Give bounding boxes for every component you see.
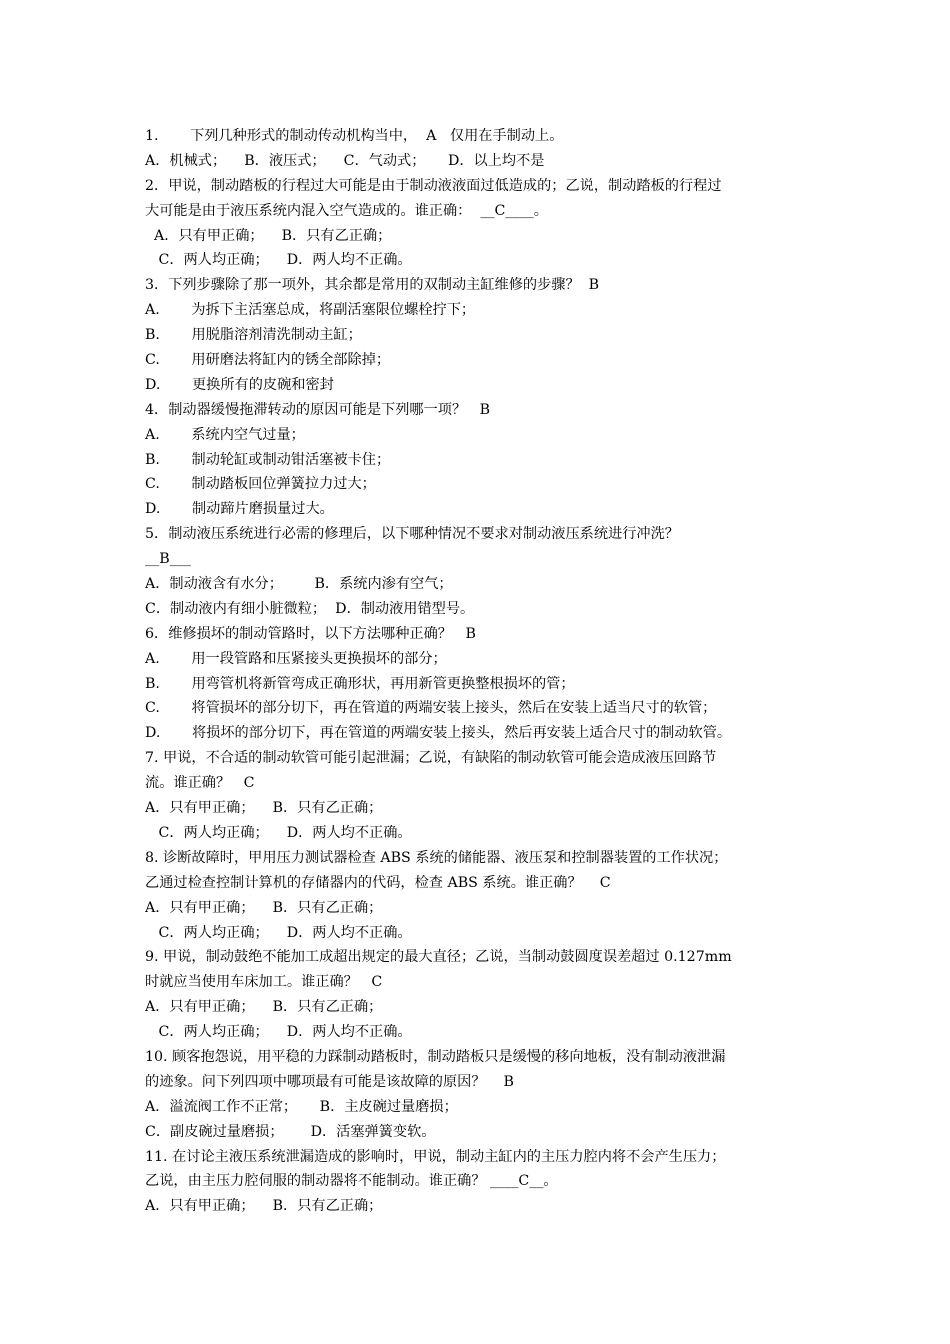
text-line: 乙说，由主压力腔伺服的制动器将不能制动。谁正确？ ____C__。 — [145, 1173, 558, 1190]
text-line: 4．制动器缓慢拖滞转动的原因可能是下列哪一项？ B — [145, 401, 491, 418]
text-line: C. 制动踏板回位弹簧拉力过大； — [145, 476, 376, 493]
text-line: A．只有甲正确； B．只有乙正确； — [145, 999, 383, 1016]
text-line: C．制动液内有细小脏微粒； D．制动液用错型号。 — [145, 600, 475, 617]
text-line: 2．甲说，制动踏板的行程过大可能是由于制动液液面过低造成的；乙说，制动踏板的行程过 — [145, 177, 722, 194]
text-line: 乙通过检查控制计算机的存储器内的代码，检查 ABS 系统。谁正确？ C — [145, 874, 611, 891]
text-line: 时就应当使用车床加工。谁正确？ C — [145, 974, 383, 991]
text-line: 7. 甲说，不合适的制动软管可能引起泄漏；乙说，有缺陷的制动软管可能会造成液压回路节 — [145, 750, 717, 767]
text-line: 5．制动液压系统进行必需的修理后，以下哪种情况不要求对制动液压系统进行冲洗？ — [145, 526, 679, 543]
text-line: C. 将管损坏的部分切下，再在管道的两端安装上接头，然后在安装上适当尺寸的软管； — [145, 700, 717, 717]
text-line: A．溢流阀工作不正常； B．主皮碗过量磨损； — [145, 1098, 458, 1115]
text-line: 8. 诊断故障时，甲用压力测试器检查 ABS 系统的储能器、液压泵和控制器装置的工作状况； — [145, 849, 728, 866]
text-line: B. 制动轮缸或制动钳活塞被卡住； — [145, 451, 391, 468]
text-line: A. 系统内空气过量； — [145, 426, 305, 443]
text-line: 流。谁正确？ C — [145, 775, 255, 792]
text-line: __B___ — [145, 551, 191, 568]
text-line: A．只有甲正确； B．只有乙正确； — [145, 899, 383, 916]
text-line: C．两人均正确； D．两人均不正确。 — [145, 924, 412, 941]
text-line: B. 用脱脂溶剂清洗制动主缸； — [145, 327, 362, 344]
text-line: A. 为拆下主活塞总成，将副活塞限位螺栓拧下； — [145, 302, 476, 319]
text-line: C．两人均正确； D．两人均不正确。 — [145, 824, 412, 841]
text-line: A．只有甲正确； B．只有乙正确； — [145, 227, 392, 244]
text-line: 3．下列步骤除了那一项外，其余都是常用的双制动主缸维修的步骤？ B — [145, 277, 600, 294]
text-line: 9. 甲说，制动鼓绝不能加工成超出规定的最大直径；乙说，当制动鼓圆度误差超过 0.127mm — [145, 949, 732, 966]
text-line: A．只有甲正确； B．只有乙正确； — [145, 800, 383, 817]
text-line: C．两人均正确； D．两人均不正确。 — [145, 1024, 412, 1041]
text-line: A．制动液含有水分； B．系统内渗有空气； — [145, 576, 453, 593]
text-line: B. 用弯管机将新管弯成正确形状，再用新管更换整根损坏的管； — [145, 675, 575, 692]
text-line: A. 用一段管路和压紧接头更换损坏的部分； — [145, 650, 447, 667]
text-line: D. 将损坏的部分切下，再在管道的两端安装上接头，然后再安装上适合尺寸的制动软管。 — [145, 725, 732, 742]
text-line: 11. 在讨论主液压系统泄漏造成的影响时，甲说，制动主缸内的主压力腔内将不会产生压力； — [145, 1148, 726, 1165]
text-line: C. 用研磨法将缸内的锈全部除掉； — [145, 352, 391, 369]
text-line: 6．维修损坏的制动管路时，以下方法哪种正确？ B — [145, 625, 476, 642]
text-line: D. 更换所有的皮碗和密封 — [145, 376, 334, 393]
text-line: 1. 下列几种形式的制动传动机构当中， A 仅用在手制动上。 — [145, 128, 564, 144]
text-line: C．副皮碗过量磨损； D．活塞弹簧变软。 — [145, 1123, 436, 1140]
text-line: A．只有甲正确； B．只有乙正确； — [145, 1198, 383, 1215]
text-line: 的迹象。问下列四项中哪项最有可能是该故障的原因？ B — [145, 1073, 514, 1090]
text-line: D. 制动蹄片磨损量过大。 — [145, 501, 334, 518]
document-body — [145, 124, 810, 1219]
text-line: A．机械式； B．液压式； C．气动式； D．以上均不是 — [145, 152, 545, 169]
text-line: 10. 顾客抱怨说，用平稳的力踩制动踏板时，制动踏板只是缓慢的移向地板，没有制动液泄漏 — [145, 1048, 726, 1065]
text-line: 大可能是由于液压系统内混入空气造成的。谁正确： __C____。 — [145, 202, 548, 219]
text-line: C．两人均正确； D．两人均不正确。 — [145, 252, 412, 269]
